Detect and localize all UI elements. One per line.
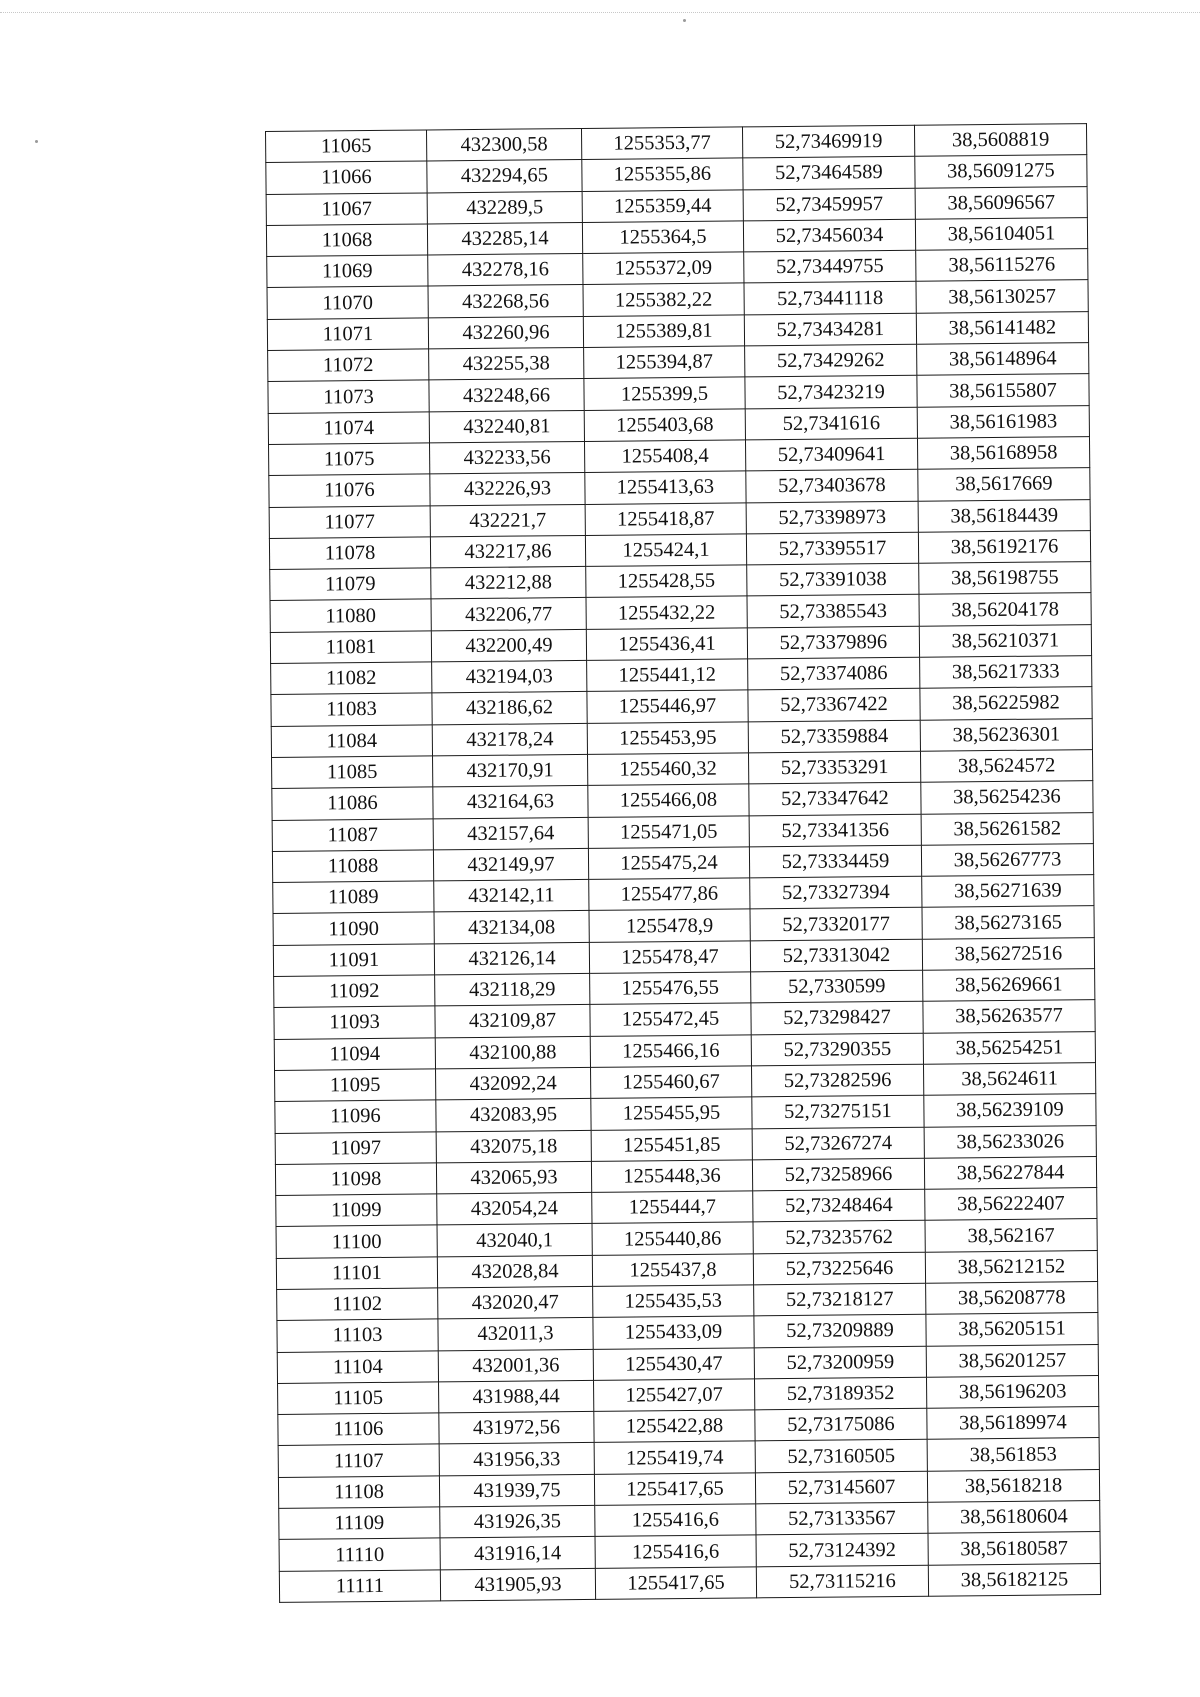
- longitude-cell: 38,56184439: [918, 499, 1090, 532]
- y-coordinate-cell: 1255460,32: [587, 753, 748, 786]
- x-coordinate-cell: 432075,18: [436, 1130, 591, 1163]
- latitude-cell: 52,73429262: [745, 344, 917, 377]
- y-coordinate-cell: 1255432,22: [586, 596, 747, 629]
- point-number-cell: 11074: [268, 412, 429, 445]
- y-coordinate-cell: 1255477,86: [589, 878, 750, 911]
- longitude-cell: 38,5618218: [927, 1469, 1099, 1502]
- x-coordinate-cell: 432255,38: [429, 348, 584, 381]
- x-coordinate-cell: 432164,63: [433, 786, 588, 819]
- longitude-cell: 38,56192176: [918, 530, 1090, 563]
- latitude-cell: 52,73313042: [750, 939, 922, 972]
- x-coordinate-cell: 432278,16: [428, 254, 583, 287]
- point-number-cell: 11093: [274, 1006, 435, 1039]
- y-coordinate-cell: 1255476,55: [590, 972, 751, 1005]
- x-coordinate-cell: 431972,56: [439, 1412, 594, 1445]
- y-coordinate-cell: 1255460,67: [591, 1066, 752, 1099]
- latitude-cell: 52,73327394: [750, 876, 922, 909]
- x-coordinate-cell: 432289,5: [427, 191, 582, 224]
- longitude-cell: 38,5617669: [918, 468, 1090, 501]
- latitude-cell: 52,73395517: [746, 532, 918, 565]
- longitude-cell: 38,56096567: [915, 186, 1087, 219]
- coordinates-table: [265, 123, 1101, 1603]
- point-number-cell: 11090: [273, 912, 434, 945]
- x-coordinate-cell: 432054,24: [437, 1193, 592, 1226]
- coordinates-table-body: [266, 124, 1101, 1603]
- point-number-cell: 11065: [266, 130, 427, 163]
- x-coordinate-cell: 432294,65: [427, 160, 582, 193]
- longitude-cell: 38,561853: [927, 1438, 1099, 1471]
- longitude-cell: 38,56182125: [928, 1563, 1100, 1596]
- latitude-cell: 52,73359884: [748, 720, 920, 753]
- x-coordinate-cell: 432240,81: [429, 410, 584, 443]
- latitude-cell: 52,73456034: [743, 219, 915, 252]
- longitude-cell: 38,56208778: [926, 1282, 1098, 1315]
- longitude-cell: 38,56222407: [925, 1188, 1097, 1221]
- point-number-cell: 11096: [275, 1100, 436, 1133]
- y-coordinate-cell: 1255440,86: [592, 1222, 753, 1255]
- point-number-cell: 11083: [271, 693, 432, 726]
- point-number-cell: 11076: [269, 474, 430, 507]
- x-coordinate-cell: 432194,03: [432, 660, 587, 693]
- latitude-cell: 52,73275151: [752, 1095, 924, 1128]
- latitude-cell: 52,73469919: [742, 125, 914, 158]
- longitude-cell: 38,56261582: [921, 812, 1093, 845]
- longitude-cell: 38,5624611: [923, 1062, 1095, 1095]
- y-coordinate-cell: 1255417,65: [594, 1473, 755, 1506]
- latitude-cell: 52,73200959: [754, 1346, 926, 1379]
- longitude-cell: 38,56141482: [916, 311, 1088, 344]
- x-coordinate-cell: 432186,62: [432, 692, 587, 725]
- y-coordinate-cell: 1255471,05: [588, 815, 749, 848]
- y-coordinate-cell: 1255389,81: [583, 315, 744, 348]
- y-coordinate-cell: 1255418,87: [585, 502, 746, 535]
- latitude-cell: 52,73423219: [745, 376, 917, 409]
- x-coordinate-cell: 432268,56: [428, 285, 583, 318]
- longitude-cell: 38,56254236: [921, 781, 1093, 814]
- x-coordinate-cell: 432178,24: [432, 723, 587, 756]
- x-coordinate-cell: 432248,66: [429, 379, 584, 412]
- x-coordinate-cell: 432001,36: [438, 1349, 593, 1382]
- latitude-cell: 52,73403678: [746, 470, 918, 503]
- y-coordinate-cell: 1255451,85: [591, 1128, 752, 1161]
- y-coordinate-cell: 1255355,86: [582, 158, 743, 191]
- latitude-cell: 52,73290355: [751, 1033, 923, 1066]
- y-coordinate-cell: 1255478,9: [589, 909, 750, 942]
- point-number-cell: 11094: [274, 1038, 435, 1071]
- point-number-cell: 11104: [277, 1350, 438, 1383]
- point-number-cell: 11066: [266, 161, 427, 194]
- y-coordinate-cell: 1255413,63: [585, 471, 746, 504]
- latitude-cell: 52,73379896: [747, 626, 919, 659]
- y-coordinate-cell: 1255475,24: [588, 847, 749, 880]
- y-coordinate-cell: 1255353,77: [581, 127, 742, 160]
- x-coordinate-cell: 432020,47: [438, 1286, 593, 1319]
- latitude-cell: 52,73133567: [756, 1502, 928, 1535]
- point-number-cell: 11071: [267, 318, 428, 351]
- point-number-cell: 11109: [279, 1507, 440, 1540]
- longitude-cell: 38,56091275: [915, 155, 1087, 188]
- y-coordinate-cell: 1255466,08: [588, 784, 749, 817]
- point-number-cell: 11097: [275, 1131, 436, 1164]
- latitude-cell: 52,73434281: [744, 313, 916, 346]
- point-number-cell: 11085: [272, 756, 433, 789]
- x-coordinate-cell: 432083,95: [436, 1099, 591, 1132]
- longitude-cell: 38,56180587: [928, 1532, 1100, 1565]
- x-coordinate-cell: 432142,11: [434, 880, 589, 913]
- point-number-cell: 11075: [269, 443, 430, 476]
- x-coordinate-cell: 431916,14: [440, 1537, 595, 1570]
- latitude-cell: 52,73282596: [751, 1064, 923, 1097]
- latitude-cell: 52,73334459: [749, 845, 921, 878]
- x-coordinate-cell: 432221,7: [430, 504, 585, 537]
- longitude-cell: 38,56104051: [915, 218, 1087, 251]
- latitude-cell: 52,7341616: [745, 407, 917, 440]
- longitude-cell: 38,56267773: [921, 843, 1093, 876]
- point-number-cell: 11070: [267, 286, 428, 319]
- y-coordinate-cell: 1255408,4: [584, 440, 745, 473]
- y-coordinate-cell: 1255446,97: [587, 690, 748, 723]
- x-coordinate-cell: 431939,75: [439, 1474, 594, 1507]
- longitude-cell: 38,56201257: [926, 1344, 1098, 1377]
- x-coordinate-cell: 431988,44: [439, 1380, 594, 1413]
- point-number-cell: 11099: [276, 1194, 437, 1227]
- point-number-cell: 11080: [270, 599, 431, 632]
- scan-edge-line: [0, 12, 1200, 13]
- latitude-cell: 52,73398973: [746, 501, 918, 534]
- point-number-cell: 11105: [278, 1382, 439, 1415]
- point-number-cell: 11089: [273, 881, 434, 914]
- point-number-cell: 11078: [269, 537, 430, 570]
- latitude-cell: 52,73449755: [744, 250, 916, 283]
- point-number-cell: 11073: [268, 380, 429, 413]
- longitude-cell: 38,56273165: [922, 906, 1094, 939]
- x-coordinate-cell: 432011,3: [438, 1318, 593, 1351]
- x-coordinate-cell: 432028,84: [437, 1255, 592, 1288]
- longitude-cell: 38,56272516: [922, 937, 1094, 970]
- longitude-cell: 38,56233026: [924, 1125, 1096, 1158]
- point-number-cell: 11084: [271, 725, 432, 758]
- longitude-cell: 38,56168958: [917, 437, 1089, 470]
- latitude-cell: 52,73409641: [745, 438, 917, 471]
- y-coordinate-cell: 1255453,95: [587, 722, 748, 755]
- latitude-cell: 52,73385543: [747, 595, 919, 628]
- y-coordinate-cell: 1255448,36: [591, 1160, 752, 1193]
- x-coordinate-cell: 432118,29: [435, 973, 590, 1006]
- longitude-cell: 38,56217333: [920, 656, 1092, 689]
- latitude-cell: 52,73225646: [753, 1252, 925, 1285]
- x-coordinate-cell: 431905,93: [440, 1568, 595, 1601]
- longitude-cell: 38,56271639: [922, 875, 1094, 908]
- latitude-cell: 52,73175086: [755, 1408, 927, 1441]
- longitude-cell: 38,56198755: [919, 562, 1091, 595]
- longitude-cell: 38,5624572: [920, 750, 1092, 783]
- longitude-cell: 38,56263577: [923, 1000, 1095, 1033]
- x-coordinate-cell: 431926,35: [440, 1505, 595, 1538]
- latitude-cell: 52,73218127: [754, 1283, 926, 1316]
- x-coordinate-cell: 432109,87: [435, 1005, 590, 1038]
- y-coordinate-cell: 1255433,09: [593, 1316, 754, 1349]
- x-coordinate-cell: 432233,56: [430, 441, 585, 474]
- x-coordinate-cell: 432200,49: [431, 629, 586, 662]
- y-coordinate-cell: 1255422,88: [594, 1410, 755, 1443]
- point-number-cell: 11106: [278, 1413, 439, 1446]
- latitude-cell: 52,73320177: [750, 908, 922, 941]
- longitude-cell: 38,5608819: [914, 124, 1086, 157]
- point-number-cell: 11100: [276, 1225, 437, 1258]
- point-number-cell: 11072: [268, 349, 429, 382]
- point-number-cell: 11087: [272, 818, 433, 851]
- x-coordinate-cell: 432040,1: [437, 1224, 592, 1257]
- longitude-cell: 38,56254251: [923, 1031, 1095, 1064]
- y-coordinate-cell: 1255417,65: [595, 1567, 756, 1600]
- y-coordinate-cell: 1255364,5: [582, 221, 743, 254]
- latitude-cell: 52,73235762: [753, 1221, 925, 1254]
- latitude-cell: 52,73341356: [749, 814, 921, 847]
- x-coordinate-cell: 432126,14: [434, 942, 589, 975]
- point-number-cell: 11110: [279, 1538, 440, 1571]
- point-number-cell: 11102: [277, 1288, 438, 1321]
- latitude-cell: 52,73124392: [756, 1534, 928, 1567]
- longitude-cell: 38,56161983: [917, 405, 1089, 438]
- point-number-cell: 11103: [277, 1319, 438, 1352]
- y-coordinate-cell: 1255416,6: [595, 1535, 756, 1568]
- longitude-cell: 38,56155807: [917, 374, 1089, 407]
- point-number-cell: 11079: [270, 568, 431, 601]
- longitude-cell: 38,56180604: [928, 1501, 1100, 1534]
- y-coordinate-cell: 1255472,45: [590, 1003, 751, 1036]
- scan-speck: [683, 19, 686, 22]
- y-coordinate-cell: 1255394,87: [584, 346, 745, 379]
- y-coordinate-cell: 1255419,74: [594, 1441, 755, 1474]
- latitude-cell: 52,73258966: [752, 1158, 924, 1191]
- point-number-cell: 11082: [271, 662, 432, 695]
- point-number-cell: 11108: [278, 1476, 439, 1509]
- x-coordinate-cell: 432300,58: [426, 128, 581, 161]
- point-number-cell: 11069: [267, 255, 428, 288]
- longitude-cell: 38,56239109: [924, 1094, 1096, 1127]
- x-coordinate-cell: 431956,33: [439, 1443, 594, 1476]
- x-coordinate-cell: 432285,14: [427, 222, 582, 255]
- point-number-cell: 11101: [276, 1257, 437, 1290]
- longitude-cell: 38,562167: [925, 1219, 1097, 1252]
- x-coordinate-cell: 432260,96: [428, 316, 583, 349]
- longitude-cell: 38,56236301: [920, 718, 1092, 751]
- x-coordinate-cell: 432092,24: [436, 1067, 591, 1100]
- longitude-cell: 38,56269661: [923, 969, 1095, 1002]
- x-coordinate-cell: 432212,88: [431, 567, 586, 600]
- point-number-cell: 11092: [274, 975, 435, 1008]
- y-coordinate-cell: 1255435,53: [593, 1285, 754, 1318]
- longitude-cell: 38,56205151: [926, 1313, 1098, 1346]
- y-coordinate-cell: 1255427,07: [594, 1379, 755, 1412]
- latitude-cell: 52,73160505: [755, 1440, 927, 1473]
- y-coordinate-cell: 1255478,47: [589, 941, 750, 974]
- longitude-cell: 38,56196203: [926, 1375, 1098, 1408]
- latitude-cell: 52,73298427: [751, 1002, 923, 1035]
- x-coordinate-cell: 432206,77: [431, 598, 586, 631]
- latitude-cell: 52,73353291: [748, 751, 920, 784]
- latitude-cell: 52,7330599: [751, 970, 923, 1003]
- point-number-cell: 11086: [272, 787, 433, 820]
- point-number-cell: 11081: [270, 631, 431, 664]
- y-coordinate-cell: 1255466,16: [590, 1034, 751, 1067]
- y-coordinate-cell: 1255428,55: [586, 565, 747, 598]
- y-coordinate-cell: 1255403,68: [584, 409, 745, 442]
- y-coordinate-cell: 1255372,09: [583, 252, 744, 285]
- point-number-cell: 11095: [275, 1069, 436, 1102]
- y-coordinate-cell: 1255444,7: [592, 1191, 753, 1224]
- latitude-cell: 52,73464589: [743, 157, 915, 190]
- point-number-cell: 11077: [269, 505, 430, 538]
- y-coordinate-cell: 1255382,22: [583, 283, 744, 316]
- point-number-cell: 11067: [266, 193, 427, 226]
- latitude-cell: 52,73459957: [743, 188, 915, 221]
- latitude-cell: 52,73248464: [753, 1189, 925, 1222]
- latitude-cell: 52,73374086: [748, 657, 920, 690]
- x-coordinate-cell: 432170,91: [433, 754, 588, 787]
- latitude-cell: 52,73441118: [744, 282, 916, 315]
- y-coordinate-cell: 1255359,44: [582, 190, 743, 223]
- y-coordinate-cell: 1255424,1: [585, 534, 746, 567]
- latitude-cell: 52,73367422: [748, 689, 920, 722]
- y-coordinate-cell: 1255437,8: [592, 1254, 753, 1287]
- longitude-cell: 38,56227844: [924, 1156, 1096, 1189]
- y-coordinate-cell: 1255436,41: [586, 628, 747, 661]
- x-coordinate-cell: 432226,93: [430, 473, 585, 506]
- point-number-cell: 11098: [275, 1163, 436, 1196]
- point-number-cell: 11111: [279, 1570, 440, 1603]
- point-number-cell: 11091: [273, 944, 434, 977]
- longitude-cell: 38,56115276: [916, 249, 1088, 282]
- latitude-cell: 52,73209889: [754, 1314, 926, 1347]
- scan-speck: [35, 140, 38, 143]
- y-coordinate-cell: 1255416,6: [595, 1504, 756, 1537]
- y-coordinate-cell: 1255455,95: [591, 1097, 752, 1130]
- longitude-cell: 38,56210371: [919, 624, 1091, 657]
- point-number-cell: 11088: [272, 850, 433, 883]
- latitude-cell: 52,73189352: [754, 1377, 926, 1410]
- longitude-cell: 38,56212152: [925, 1250, 1097, 1283]
- y-coordinate-cell: 1255441,12: [587, 659, 748, 692]
- point-number-cell: 11107: [278, 1444, 439, 1477]
- table-row: [279, 1563, 1100, 1602]
- longitude-cell: 38,56204178: [919, 593, 1091, 626]
- latitude-cell: 52,73115216: [756, 1565, 928, 1598]
- y-coordinate-cell: 1255399,5: [584, 377, 745, 410]
- latitude-cell: 52,73347642: [749, 782, 921, 815]
- longitude-cell: 38,56225982: [920, 687, 1092, 720]
- y-coordinate-cell: 1255430,47: [593, 1347, 754, 1380]
- longitude-cell: 38,56148964: [917, 343, 1089, 376]
- x-coordinate-cell: 432157,64: [433, 817, 588, 850]
- latitude-cell: 52,73145607: [755, 1471, 927, 1504]
- x-coordinate-cell: 432134,08: [434, 911, 589, 944]
- x-coordinate-cell: 432065,93: [436, 1161, 591, 1194]
- longitude-cell: 38,56130257: [916, 280, 1088, 313]
- latitude-cell: 52,73267274: [752, 1127, 924, 1160]
- point-number-cell: 11068: [266, 224, 427, 257]
- x-coordinate-cell: 432217,86: [430, 535, 585, 568]
- x-coordinate-cell: 432149,97: [433, 848, 588, 881]
- x-coordinate-cell: 432100,88: [435, 1036, 590, 1069]
- latitude-cell: 52,73391038: [747, 563, 919, 596]
- longitude-cell: 38,56189974: [927, 1407, 1099, 1440]
